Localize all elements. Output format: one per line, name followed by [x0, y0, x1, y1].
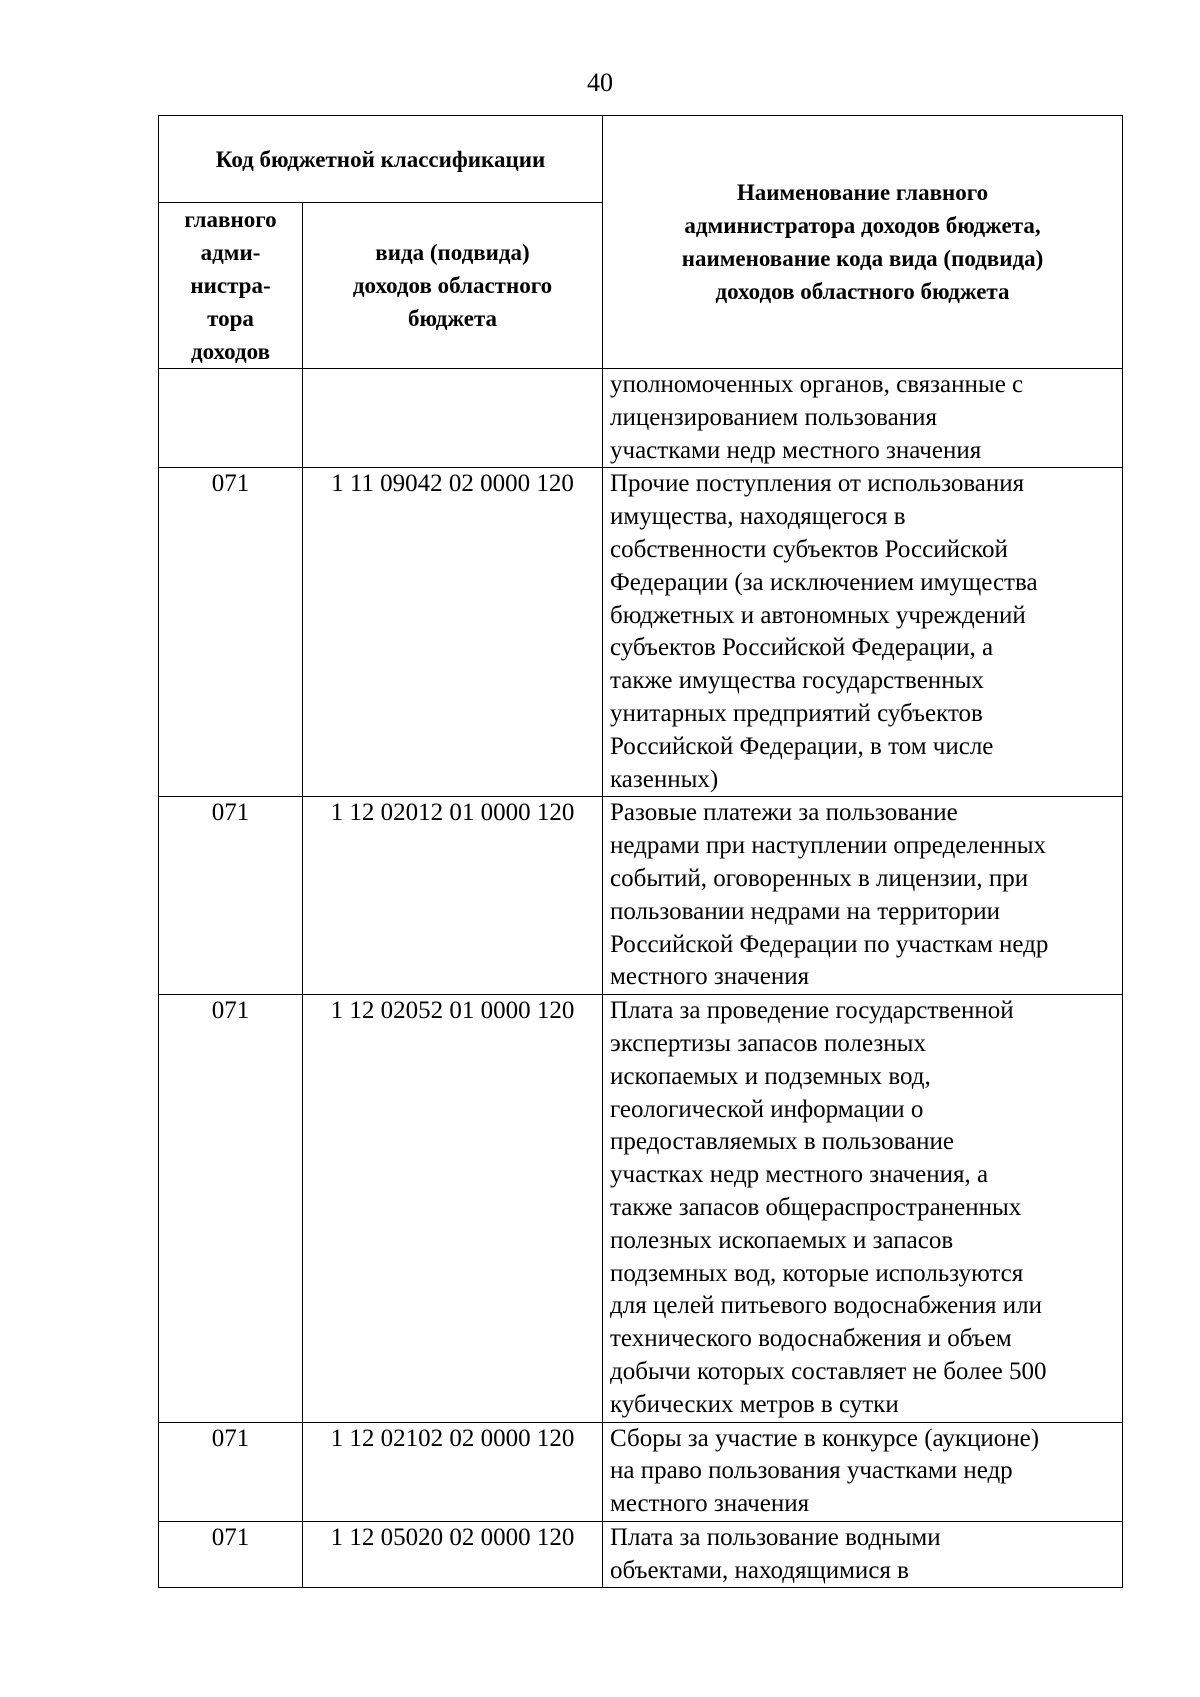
table-row [159, 1422, 1123, 1521]
revenue-code-cell: 1 12 02102 02 0000 120 [303, 1422, 603, 1521]
header-main-administrator: главного адми- нистра- тора доходов [159, 203, 303, 369]
administrator-code-cell: 071 [159, 468, 303, 797]
administrator-code-cell: 071 [159, 1521, 303, 1588]
administrator-code-cell [159, 369, 303, 468]
table-row [159, 995, 1123, 1422]
table-row [159, 797, 1123, 995]
administrator-code-cell: 071 [159, 797, 303, 995]
revenue-code-cell: 1 11 09042 02 0000 120 [303, 468, 603, 797]
revenue-name-cell: Разовые платежи за пользование недрами при наступлении определенных событий, оговоренных в лицензии, при пользовании недрами на территории Российской Федерации по участкам недр местного значения [603, 797, 1123, 995]
table-row [159, 369, 1123, 468]
header-budget-code-group: Код бюджетной классификации [159, 116, 603, 203]
revenue-code-cell: 1 12 05020 02 0000 120 [303, 1521, 603, 1588]
revenue-name-cell: уполномоченных органов, связанные с лицензированием пользования участками недр местного значения [603, 369, 1123, 468]
revenue-name-cell: Плата за проведение государственной экспертизы запасов полезных ископаемых и подземных вод, геологической информации о предоставляемых в пользование участках недр местного значения, а также запасов общераспространенных полезных ископаемых и запасов подземных вод, которые используются для целей питьевого водоснабжения или технического водоснабжения и объем добычи которых составляет не более 500 кубических метров в сутки [603, 995, 1123, 1422]
table-row [159, 468, 1123, 797]
administrator-code-cell: 071 [159, 1422, 303, 1521]
revenue-code-cell [303, 369, 603, 468]
header-revenue-kind: вида (подвида) доходов областного бюджета [303, 203, 603, 369]
revenue-name-cell: Прочие поступления от использования имущества, находящегося в собственности субъектов Российской Федерации (за исключением имущества бюджетных и автономных учреждений субъектов Российской Федерации, а также имущества государственных унитарных предприятий субъектов Российской Федерации, в том числе казенных) [603, 468, 1123, 797]
administrator-code-cell: 071 [159, 995, 303, 1422]
page-number: 40 [587, 68, 613, 97]
revenue-code-cell: 1 12 02012 01 0000 120 [303, 797, 603, 995]
header-revenue-name: Наименование главного администратора доходов бюджета, наименование кода вида (подвида) доходов областного бюджета [603, 116, 1123, 369]
revenue-name-cell: Сборы за участие в конкурсе (аукционе) на право пользования участками недр местного значения [603, 1422, 1123, 1521]
budget-classification-table [158, 115, 1123, 1588]
revenue-code-cell: 1 12 02052 01 0000 120 [303, 995, 603, 1422]
revenue-name-cell: Плата за пользование водными объектами, находящимися в [603, 1521, 1123, 1588]
table-row [159, 1521, 1123, 1588]
header-row-top [159, 116, 1123, 203]
